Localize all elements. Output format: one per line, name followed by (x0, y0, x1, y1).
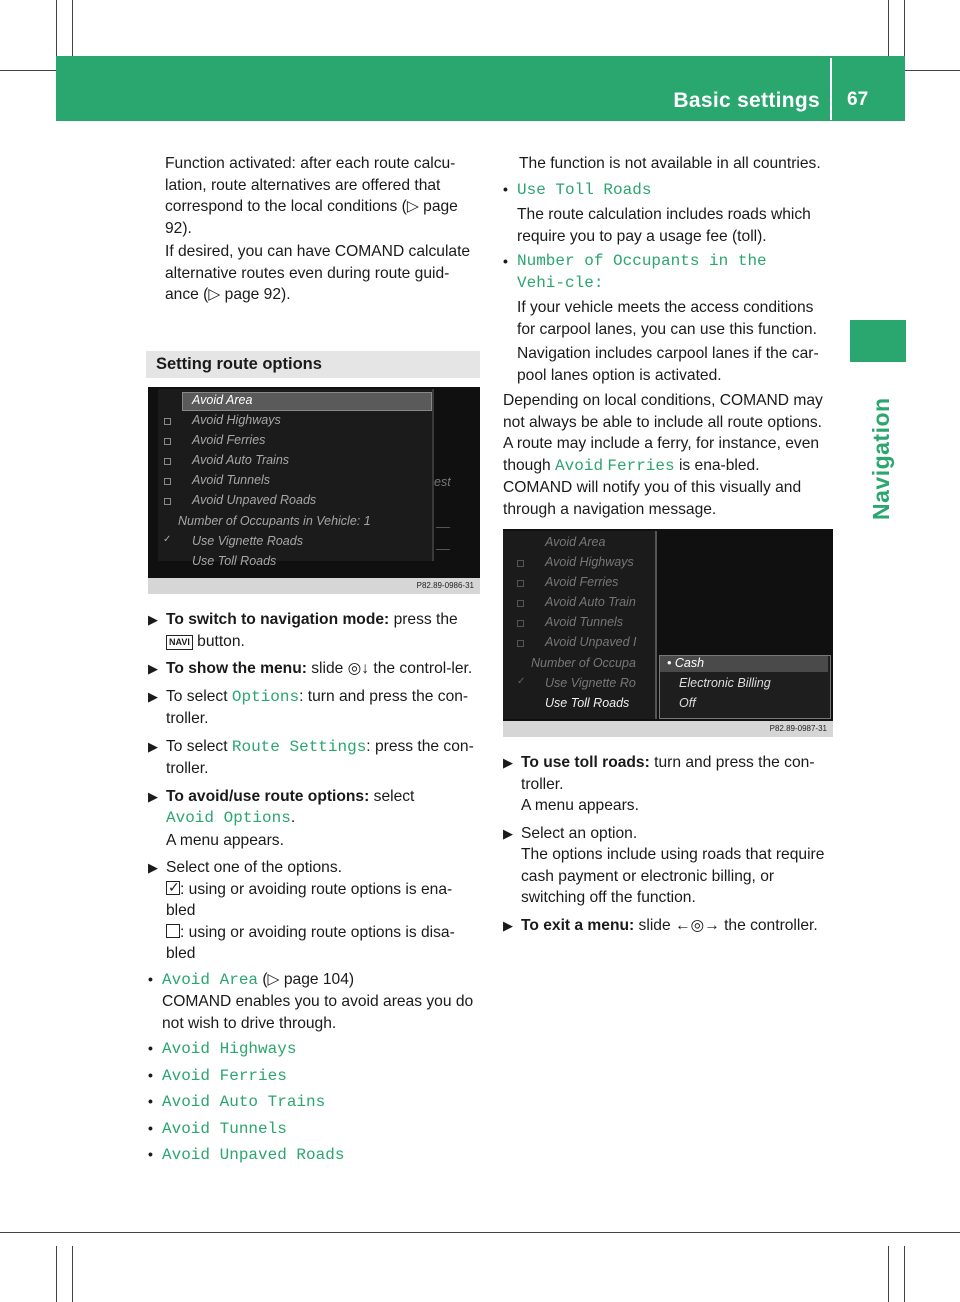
menu-term: Avoid Options (166, 809, 291, 827)
menu-item: Avoid Area (192, 393, 253, 407)
step (503, 752, 833, 817)
checkbox-icon (164, 458, 171, 465)
step-label: To avoid/use route options: (166, 787, 370, 805)
section-tab (850, 320, 906, 362)
step (503, 915, 833, 937)
intro-para: If desired, you can have COMAND calculate alternative routes even during route guid-ance (▷ page 92). (165, 243, 471, 303)
intro-para: The function is not available in all countries. (519, 155, 821, 172)
menu-term: Avoid Ferries (162, 1066, 287, 1085)
bullet-icon: • (148, 1093, 153, 1109)
step-arrow-icon: ▶ (148, 738, 158, 754)
crop-mark (904, 0, 905, 60)
step (148, 686, 481, 730)
step-result: A menu appears. (521, 797, 639, 814)
menu-term: Avoid Area (162, 970, 259, 989)
step-text: slide ◎↓ the control-ler. (306, 660, 473, 677)
header-divider (830, 58, 832, 120)
step-text: Select one of the options. (166, 859, 342, 876)
body-para (503, 390, 833, 520)
menu-item: Avoid Auto Trains (192, 453, 290, 467)
menu-item: Avoid Tunnels (545, 615, 624, 629)
bullet-icon: • (148, 970, 153, 987)
step-text: To select (166, 737, 232, 755)
menu-term: Avoid Unpaved Roads (162, 1146, 345, 1164)
menu-term: Avoid Highways (162, 1040, 297, 1058)
route-options-screenshot (148, 387, 480, 594)
menu-item: Number of Occupa (531, 656, 636, 670)
bullet-item (148, 1118, 481, 1141)
checkbox-icon (164, 498, 171, 505)
crop-mark (888, 0, 889, 60)
empty-box-icon (166, 924, 180, 938)
option-desc: : using or avoiding route options is disa-bled (166, 923, 455, 962)
menu-item: Avoid Tunnels (192, 473, 271, 487)
intro-text (165, 153, 480, 306)
crop-mark (56, 1246, 57, 1302)
menu-item: Avoid Area (545, 535, 606, 549)
checkbox-icon (164, 478, 171, 485)
menu-item: Number of Occupants in Vehicle: 1 (178, 514, 371, 528)
menu-term: Avoid (555, 456, 604, 475)
step (148, 736, 481, 780)
toll-roads-screenshot (503, 529, 833, 737)
step-text: : press the con-troller. (166, 737, 474, 777)
step-text: select (369, 787, 415, 805)
right-panel-text: est (434, 475, 451, 489)
page-ref: (▷ page 104) (258, 970, 355, 988)
checkbox-icon (164, 418, 171, 425)
checkbox-icon (164, 438, 171, 445)
crop-mark (0, 1232, 960, 1233)
menu-item: Use Toll Roads (192, 554, 277, 568)
step-text: : turn and press the con-troller. (166, 687, 469, 727)
menu-item: Use Toll Roads (545, 696, 630, 710)
step-arrow-icon: ▶ (148, 860, 158, 875)
bullet-item (503, 179, 833, 248)
page-number: 67 (847, 89, 869, 110)
section-heading: Setting route options (146, 351, 480, 378)
step (148, 857, 481, 965)
bullet-desc: Navigation includes carpool lanes if the car-pool lanes option is activated. (517, 345, 819, 384)
crop-mark (888, 1246, 889, 1302)
step-text: To select (166, 687, 232, 705)
checkbox-icon (517, 560, 524, 567)
intro-para: Function activated: after each route calcu-lation, route alternatives are offered that correspond to the local conditions (▷ page 92). (165, 155, 458, 237)
step-arrow-icon: ▶ (503, 825, 513, 841)
bullet-desc: COMAND enables you to avoid areas you do not wish to drive through. (162, 993, 474, 1032)
step-arrow-icon: ▶ (148, 612, 158, 627)
crop-mark (72, 0, 73, 60)
submenu-item: • Cash (667, 656, 705, 670)
menu-term: Avoid Tunnels (162, 1119, 287, 1138)
bullet-item (148, 969, 481, 1035)
body-text: is ena-bled. COMAND will notify you of this visually and through a navigation message. (503, 456, 802, 518)
right-column (503, 153, 833, 520)
step-text: slide ←◎→ the controller. (634, 916, 818, 934)
menu-item: Avoid Highways (545, 555, 634, 569)
section-label: Navigation (868, 397, 894, 520)
step-arrow-icon: ▶ (148, 688, 158, 704)
submenu-item: Off (679, 696, 696, 710)
menu-item: Avoid Unpaved I (545, 635, 637, 649)
step-arrow-icon: ▶ (503, 917, 513, 933)
step-label: To exit a menu: (521, 916, 635, 934)
crop-mark (904, 1246, 905, 1302)
navi-key: NAVI (166, 635, 193, 650)
step-text: turn and press the con-troller. (521, 754, 815, 793)
bullet-item (148, 1144, 481, 1167)
step (148, 609, 481, 652)
step-arrow-icon: ▶ (148, 788, 158, 804)
checkmark-icon: ✓ (163, 534, 172, 545)
bullet-item (148, 1038, 481, 1061)
bullet-icon: • (148, 1119, 153, 1136)
checkbox-icon (517, 620, 524, 627)
checked-box-icon: ✓ (168, 878, 180, 895)
menu-term: Avoid Auto Trains (162, 1093, 326, 1111)
bullet-desc: If your vehicle meets the access conditions for carpool lanes, you can use this function. (517, 299, 817, 338)
bullet-item (148, 1091, 481, 1114)
checkmark-icon: ✓ (517, 676, 526, 687)
submenu-item: Electronic Billing (679, 676, 771, 690)
bullet-icon: • (148, 1066, 153, 1083)
bullet-icon: • (503, 253, 508, 269)
menu-item: Avoid Highways (192, 413, 281, 427)
steps-list (148, 609, 481, 1167)
menu-term: Options (231, 687, 300, 706)
menu-item: Avoid Ferries (545, 575, 619, 589)
steps-list (503, 752, 833, 936)
step-text: . (290, 809, 296, 826)
crop-mark (56, 0, 57, 60)
right-panel-line (436, 527, 450, 528)
option-desc: : using or avoiding route options is ena-bled (166, 880, 453, 919)
bullet-icon: • (148, 1146, 153, 1162)
menu-term: Number of Occupants in the Vehi-cle: (517, 252, 767, 292)
menu-term: Ferries (607, 456, 675, 475)
step-label: To switch to navigation mode: (166, 611, 390, 628)
step-text: Select an option. (521, 824, 638, 842)
image-caption: P82.89-0986-31 (148, 578, 480, 594)
bullet-item (148, 1065, 481, 1088)
step-text: press the (389, 611, 458, 628)
menu-item: Use Vignette Ro (545, 676, 636, 690)
step-text: button. (192, 632, 245, 650)
step (148, 658, 481, 680)
body-text: Depending on local conditions, COMAND may not always be able to include all route options. A route may include a ferry, for instance, even though (503, 392, 823, 474)
bullet-icon: • (148, 1040, 153, 1056)
bullet-icon: • (503, 180, 508, 197)
checkbox-icon (517, 600, 524, 607)
step-label: To show the menu: (166, 660, 307, 677)
image-caption: P82.89-0987-31 (503, 721, 833, 737)
menu-term: Use Toll Roads (517, 180, 652, 199)
checkbox-icon (517, 580, 524, 587)
right-panel-line (436, 549, 450, 550)
menu-item: Avoid Auto Train (545, 595, 636, 609)
crop-mark (72, 1246, 73, 1302)
bullet-desc: The route calculation includes roads which require you to pay a usage fee (toll). (517, 206, 811, 245)
step-label: To use toll roads: (521, 754, 650, 771)
step-result: A menu appears. (166, 831, 284, 849)
menu-item: Avoid Ferries (192, 433, 266, 447)
bullet-item (503, 251, 833, 386)
menu-item: Use Vignette Roads (192, 534, 303, 548)
step (503, 823, 833, 909)
step-result: The options include using roads that require cash payment or electronic billing, or switching off the function. (521, 846, 825, 906)
step (148, 786, 481, 852)
step-arrow-icon: ▶ (503, 755, 513, 770)
step-arrow-icon: ▶ (148, 661, 158, 676)
menu-term: Route Settings (231, 737, 367, 756)
checkbox-icon (517, 640, 524, 647)
header-title: Basic settings (673, 89, 820, 112)
menu-item: Avoid Unpaved Roads (192, 493, 317, 507)
